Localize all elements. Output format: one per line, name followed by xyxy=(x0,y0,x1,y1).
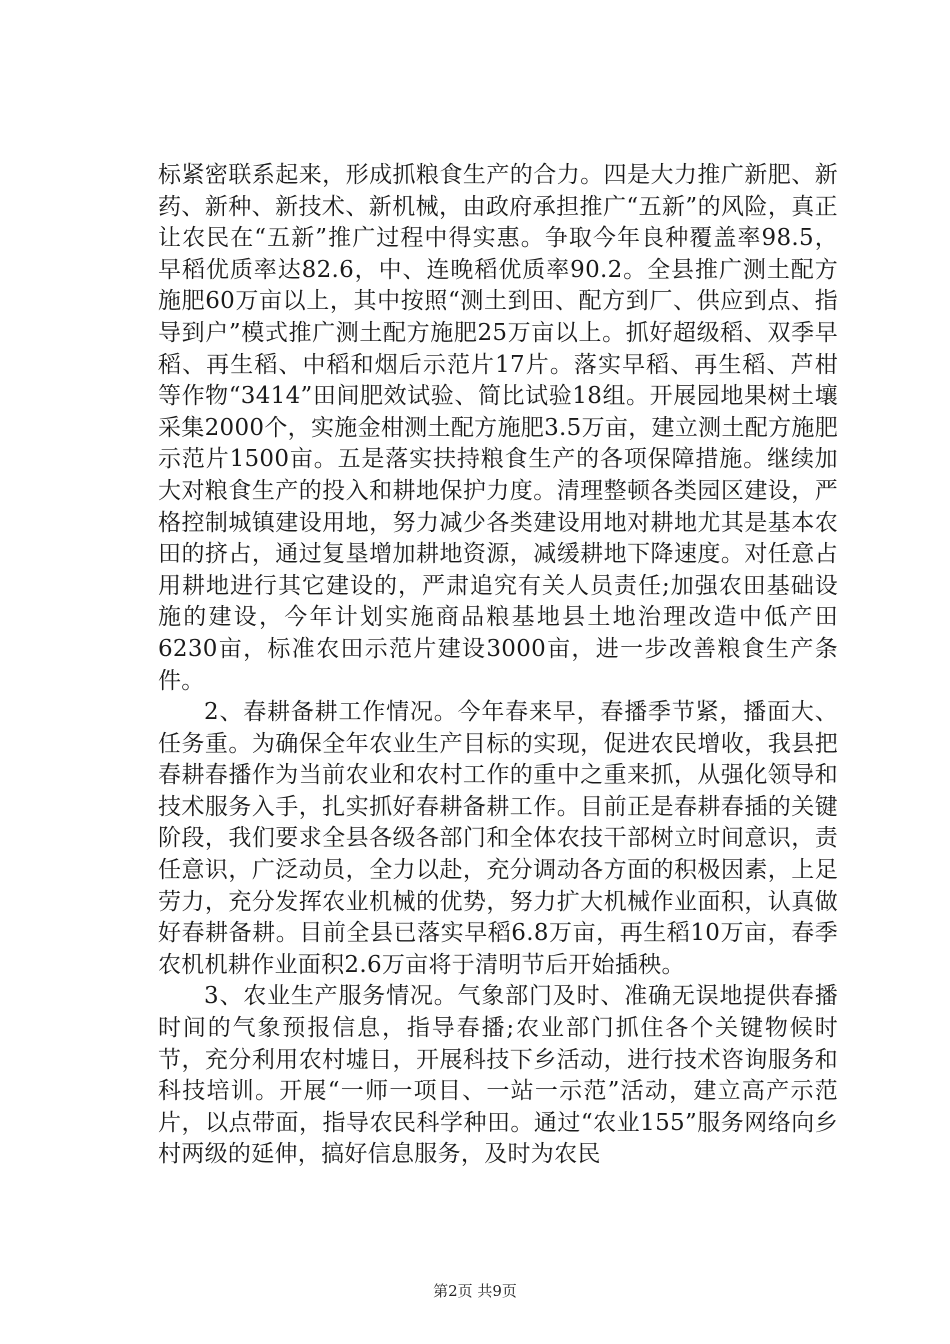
document-body xyxy=(158,160,838,1171)
page-number-label: 第2页 共9页 xyxy=(433,1282,517,1300)
paragraph-spring-plowing: 2、春耕备耕工作情况。今年春来早，春播季节紧，播面大、任务重。为确保全年农业生产目标的实现，促进农民增收，我县把春耕春播作为当前农业和农村工作的重中之重来抓，从强化领导和技术服务入手，扎实抓好春耕备耕工作。目前正是春耕春插的关键阶段，我们要求全县各级各部门和全体农技干部树立时间意识，责任意识，广泛动员，全力以赴，充分调动各方面的积极因素，上足劳力，充分发挥农业机械的优势，努力扩大机械作业面积，认真做好春耕备耕。目前全县已落实早稻6.8万亩，再生稻10万亩，春季农机机耕作业面积2.6万亩将于清明节后开始插秧。 xyxy=(158,699,838,978)
page-footer xyxy=(0,1280,950,1301)
paragraph-production-service: 3、农业生产服务情况。气象部门及时、准确无误地提供春播时间的气象预报信息，指导春播;农业部门抓住各个关键物候时节，充分利用农村墟日，开展科技下乡活动，进行技术咨询服务和科技培训。开展“一师一项目、一站一示范”活动，建立高产示范片，以点带面，指导农民科学种田。通过“农业155”服务网络向乡村两级的延伸，搞好信息服务，及时为农民 xyxy=(158,983,838,1168)
paragraph-continuation: 标紧密联系起来，形成抓粮食生产的合力。四是大力推广新肥、新药、新种、新技术、新机械，由政府承担推广“五新”的风险，真正让农民在“五新”推广过程中得实惠。争取今年良种覆盖率98.5，早稻优质率达82.6，中、连晚稻优质率90.2。全县推广测土配方施肥60万亩以上，其中按照“测土到田、配方到厂、供应到点、指导到户”模式推广测土配方施肥25万亩以上。抓好超级稻、双季早稻、再生稻、中稻和烟后示范片17片。落实早稻、再生稻、芦柑等作物“3414”田间肥效试验、简比试验18组。开展园地果树土壤采集2000个，实施金柑测土配方施肥3.5万亩，建立测土配方施肥示范片1500亩。五是落实扶持粮食生产的各项保障措施。继续加大对粮食生产的投入和耕地保护力度。清理整顿各类园区建设，严格控制城镇建设用地，努力减少各类建设用地对耕地尤其是基本农田的挤占，通过复垦增加耕地资源，减缓耕地下降速度。对任意占用耕地进行其它建设的，严肃追究有关人员责任;加强农田基础设施的建设，今年计划实施商品粮基地县土地治理改造中低产田6230亩，标准农田示范片建设3000亩，进一步改善粮食生产条件。 xyxy=(158,162,838,694)
